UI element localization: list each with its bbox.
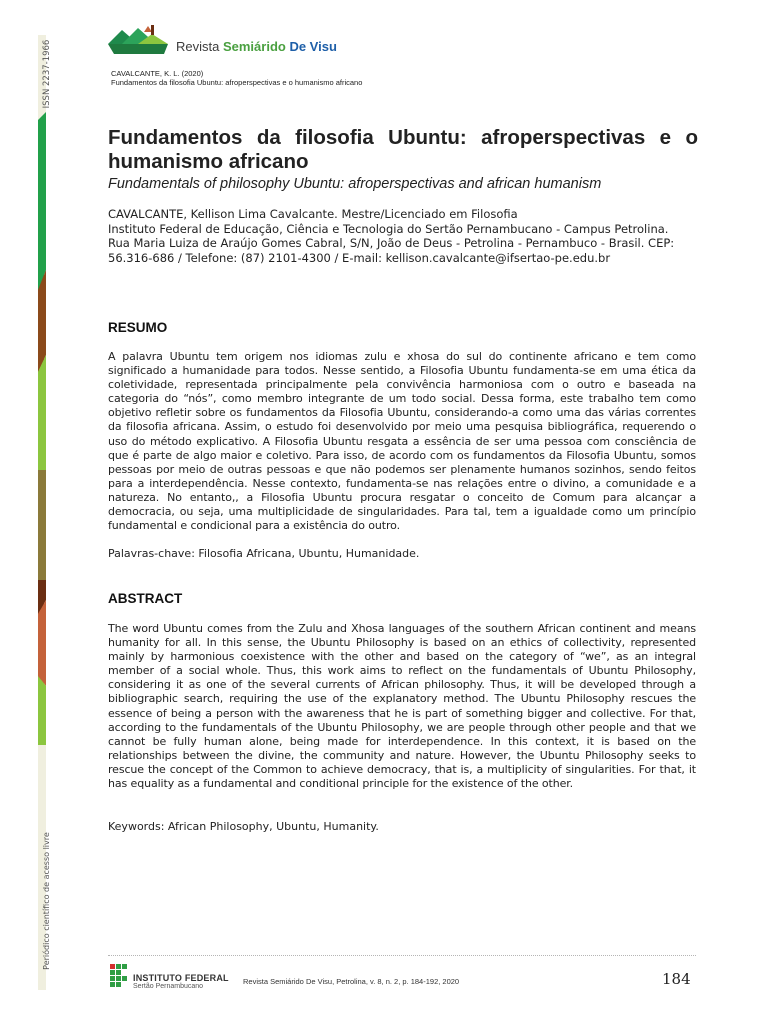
band-shape-lime: [38, 355, 46, 470]
abstract-keywords: Keywords: African Philosophy, Ubuntu, Humanity.: [108, 820, 379, 833]
author-line: Rua Maria Luiza de Araújo Gomes Cabral, S/N, João de Deus - Petrolina - Pernambuco - Brasil. CEP:: [108, 236, 675, 250]
band-shape-lime-lower: [38, 676, 46, 745]
band-shape-olive: [38, 470, 46, 580]
band-shape-orange: [38, 600, 46, 686]
journal-name-middle: Semiárido: [222, 39, 290, 54]
journal-name-suffix: De Visu: [289, 39, 337, 54]
author-line: CAVALCANTE, Kellison Lima Cavalcante. Mestre/Licenciado em Filosofia: [108, 207, 518, 221]
header-citation-line2: Fundamentos da filosofia Ubuntu: afroperspectivas e o humanismo africano: [111, 78, 363, 87]
resumo-keywords: Palavras-chave: Filosofia Africana, Ubuntu, Humanidade.: [108, 547, 420, 560]
author-affiliation: [108, 207, 700, 265]
institution-name: INSTITUTO FEDERAL: [133, 973, 229, 983]
page-number: 184: [662, 970, 691, 988]
band-shape-green: [38, 112, 46, 290]
semiarido-landscape-logo-icon: [108, 24, 172, 58]
resumo-text: A palavra Ubuntu tem origem nos idiomas zulu e xhosa do sul do continente africano e tem como significado a humanidade para todos. Nesse sentido, a Filosofia Ubuntu fundamenta-se em uma ética da coletividade, representada principalmente pela convivência harmoniosa com o outro e baseada na categoria do “nós”, como membro integrante de um todo social. Dessa forma, este trabalho tem como objetivo refletir sobre os fundamentos da Filosofia Ubuntu, considerando-a como uma das várias correntes da filosofia africana. Assim, o estudo foi desenvolvido por meio uma pesquisa bibliográfica, requerendo o uso do método explicativo. A Filosofia Ubuntu resgata a essência de ser uma pessoa com consciência de que é parte de algo maior e coletivo. Para isso, de acordo com os fundamentos da Filosofia Ubuntu, somos pessoas por meio de outras pessoas e que não podemos ser plenamente humanos sozinhos, sendo feitos para a interdependência. Nesse contexto, fundamenta-se nas relações entre o divino, a comunidade e a natureza. No entanto,, a Filosofia Ubuntu procura resgatar o conceito de Comum para alcançar a democracia, ou seja, uma multiplicidade de singularidades. Para tal, tem a igualdade como um princípio fundamental e condicional para a existência do outro.: [108, 350, 696, 533]
abstract-heading: ABSTRACT: [108, 591, 183, 606]
instituto-federal-grid-icon: [110, 964, 128, 988]
abstract-text: The word Ubuntu comes from the Zulu and Xhosa languages of the southern African continent and means humanity for all. In this sense, the Ubuntu Philosophy is based on an ethics of collectivity, represented mainly by harmonious coexistence with the other and based on the category of “we”, as an integral member of a social whole. Thus, this work aims to reflect on the fundamentals of Ubuntu Philosophy, considering it as one of the several currents of African philosophy. Thus, it will be developed through a bibliographic search, requiring the use of the explanatory method. The Ubuntu Philosophy rescues the essence of being a person with the awareness that he is part of something bigger and collective. For that, according to the fundamentals of the Ubuntu Philosophy, we are people through other people and that we cannot be fully human alone, being made for interdependence. In this context, it is based on the relationships between the divine, the community and nature. However, the Ubuntu Philosophy seeks to rescue the concept of the Common to achieve democracy, that is, a multiplicity of singularities. For that, it has equality as a fundamental and conditional principle for the existence of the other.: [108, 622, 696, 791]
side-band-shapes: [0, 0, 46, 1024]
resumo-heading: RESUMO: [108, 320, 168, 335]
author-line: 56.316-686 / Telefone: (87) 2101-4300 / E-mail: kellison.cavalcante@ifsertao-pe.edu.br: [108, 250, 611, 265]
footer-citation: Revista Semiárido De Visu, Petrolina, v. 8, n. 2, p. 184-192, 2020: [243, 977, 460, 986]
article-subtitle: Fundamentals of philosophy Ubuntu: afroperspectivas and african humanism: [108, 176, 602, 192]
institution-campus: Sertão Pernambucano: [133, 983, 204, 990]
author-line: Instituto Federal de Educação, Ciência e Tecnologia do Sertão Pernambucano - Campus Petrolina.: [108, 221, 669, 236]
journal-name: [176, 39, 337, 54]
header-citation-line1: CAVALCANTE, K. L. (2020): [111, 69, 204, 78]
header-citation: [111, 69, 362, 87]
open-access-note: Periódico científico de acesso livre: [42, 832, 51, 970]
issn-label: ISSN 2237-1966: [42, 39, 52, 109]
article-title: Fundamentos da filosofia Ubuntu: afroperspectivas e o humanismo africano: [108, 126, 698, 173]
footer-divider: [108, 955, 696, 956]
journal-name-prefix: Revista: [176, 39, 223, 54]
